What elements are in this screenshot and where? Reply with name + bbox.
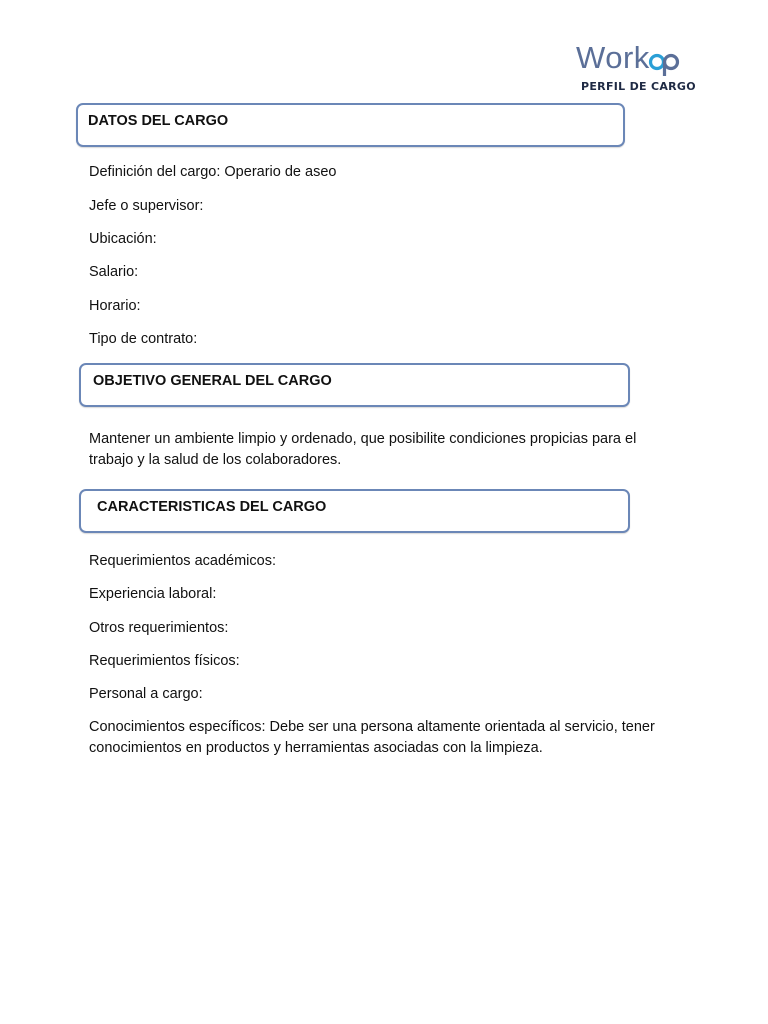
section-header-caracteristicas xyxy=(79,489,630,533)
field-requerimientos-academicos: Requerimientos académicos: xyxy=(89,553,276,569)
conocimientos-paragraph xyxy=(89,717,689,759)
document-type-label: PERFIL DE CARGO xyxy=(581,80,696,93)
objetivo-paragraph xyxy=(89,429,689,471)
field-definicion: Definición del cargo: Operario de aseo xyxy=(89,164,337,180)
workop-logo xyxy=(576,40,696,100)
objetivo-line: trabajo y la salud de los colaboradores. xyxy=(89,452,342,468)
section-title-caracteristicas: CARACTERISTICAS DEL CARGO xyxy=(97,499,327,515)
logo-wordmark: Work xyxy=(576,40,650,75)
field-salario: Salario: xyxy=(89,264,139,280)
conocimientos-line: Conocimientos específicos: Debe ser una persona altamente orientada al servicio, tener xyxy=(89,719,655,735)
field-experiencia-laboral: Experiencia laboral: xyxy=(89,586,217,602)
conocimientos-line: conocimientos en productos y herramientas asociadas con la limpieza. xyxy=(89,740,543,756)
field-ubicacion: Ubicación: xyxy=(89,231,157,247)
field-otros-requerimientos: Otros requerimientos: xyxy=(89,620,229,636)
field-personal-a-cargo: Personal a cargo: xyxy=(89,686,203,702)
section-title-datos: DATOS DEL CARGO xyxy=(88,113,229,129)
section-header-datos xyxy=(76,103,625,147)
objetivo-line: Mantener un ambiente limpio y ordenado, que posibilite condiciones propicias para el xyxy=(89,431,637,447)
field-jefe: Jefe o supervisor: xyxy=(89,198,204,214)
field-requerimientos-fisicos: Requerimientos físicos: xyxy=(89,653,240,669)
field-horario: Horario: xyxy=(89,298,141,314)
section-header-objetivo xyxy=(79,363,630,407)
field-tipo-contrato: Tipo de contrato: xyxy=(89,331,198,347)
section-title-objetivo: OBJETIVO GENERAL DEL CARGO xyxy=(93,373,332,389)
logo-loop-icon xyxy=(648,50,682,80)
